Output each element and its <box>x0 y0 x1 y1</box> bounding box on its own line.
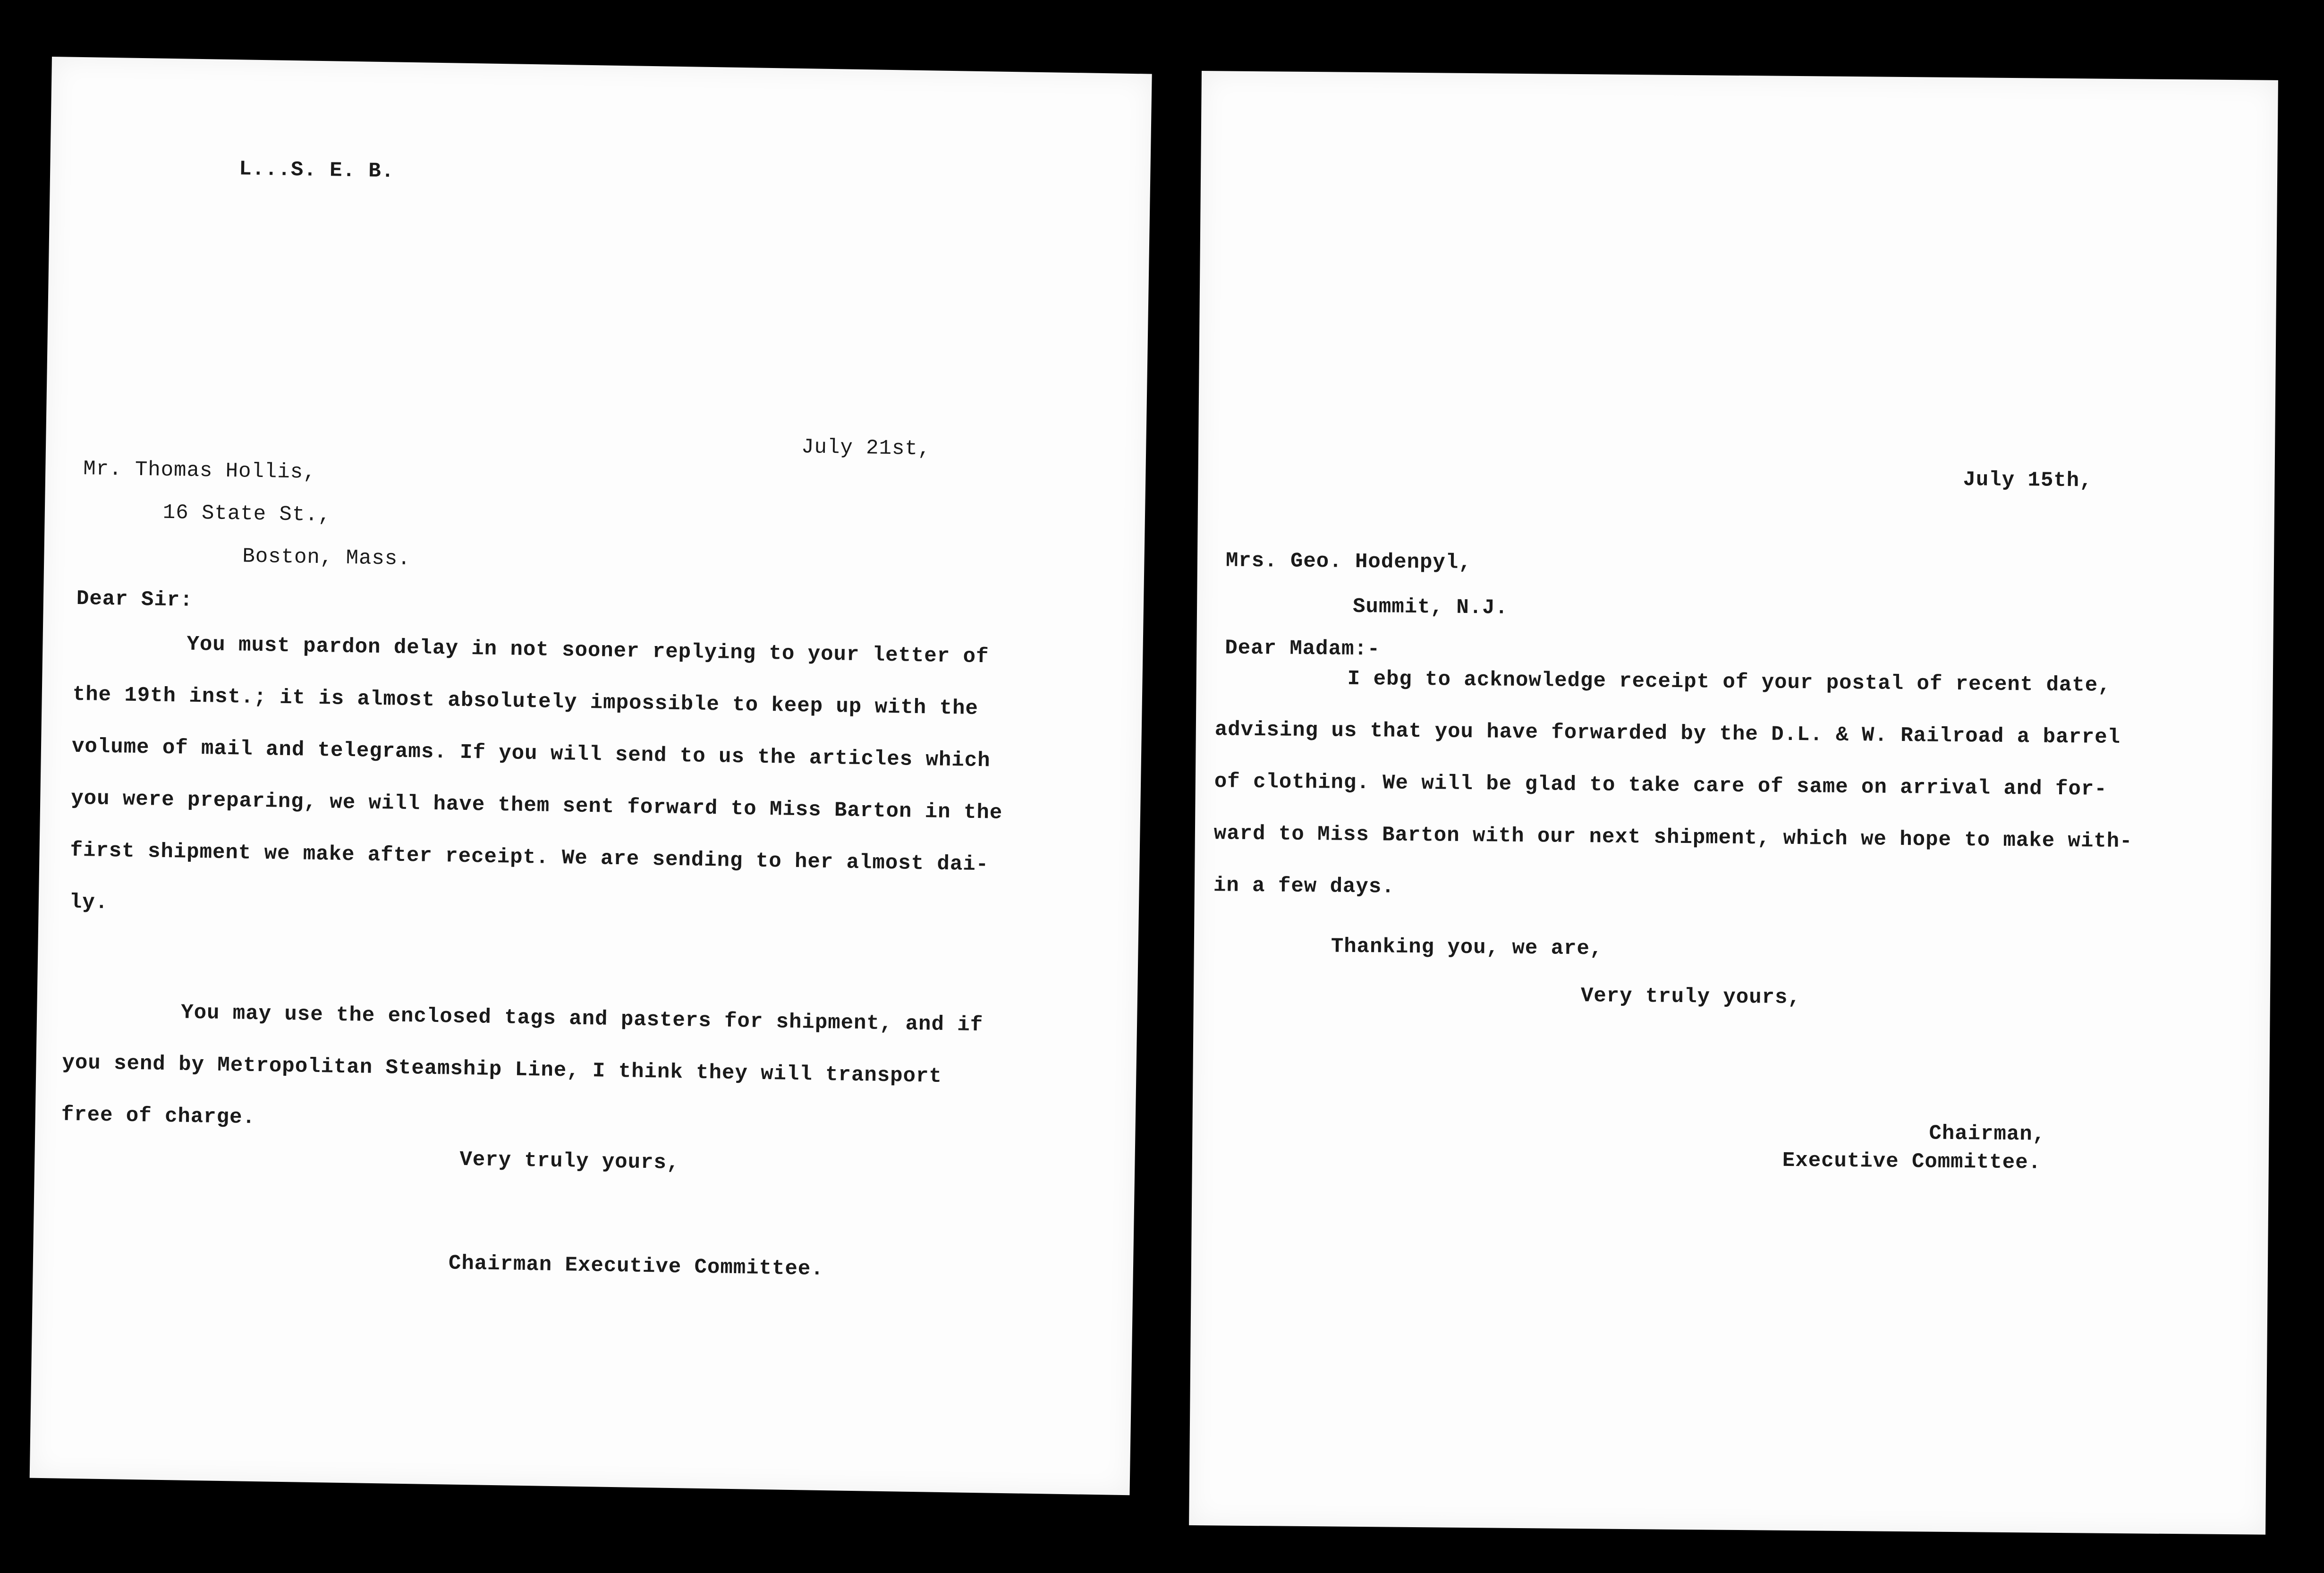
body-line: you send by Metropolitan Steamship Line, I think they will transport <box>62 1051 942 1088</box>
thanks-line: Thanking you, we are, <box>1331 935 1603 961</box>
closing: Very truly yours, <box>459 1148 680 1175</box>
body-line: of clothing. We will be glad to take care of same on arrival and for- <box>1214 770 2107 801</box>
body-line: the 19th inst.; it is almost absolutely impossible to keep up with the <box>72 682 979 721</box>
signature-title-line1: Chairman, <box>1929 1122 2046 1147</box>
body-line: free of charge. <box>61 1103 256 1130</box>
body-line: advising us that you have forwarded by the D.L. & W. Railroad a barrel <box>1214 718 2121 750</box>
letter-body-paragraph-1 <box>1213 652 2134 919</box>
body-line: You must pardon delay in not sooner replying to your letter of <box>187 632 989 669</box>
body-line: ly. <box>69 890 109 915</box>
closing: Very truly yours, <box>1580 984 1801 1010</box>
recipient-name: Mrs. Geo. Hodenpyl, <box>1225 549 1472 575</box>
body-line: in a few days. <box>1213 874 1395 899</box>
signature-title: Chairman Executive Committee. <box>448 1251 824 1281</box>
reference-initials: L...S. E. B. <box>238 157 395 184</box>
recipient-city: Summit, N.J. <box>1352 595 1509 620</box>
recipient-city: Boston, Mass. <box>242 544 411 571</box>
body-line: ward to Miss Barton with our next shipment, which we hope to make with- <box>1213 822 2133 854</box>
letter-body-paragraph-1 <box>69 617 1005 943</box>
signature-title-line2: Executive Committee. <box>1782 1148 2042 1175</box>
body-line: You may use the enclosed tags and pasters for shipment, and if <box>180 1001 984 1037</box>
salutation: Dear Madam:- <box>1225 636 1381 662</box>
letter-date: July 15th, <box>1963 468 2093 493</box>
salutation: Dear Sir: <box>76 587 193 612</box>
body-line: you were preparing, we will have them sent forward to Miss Barton in the <box>70 786 1003 825</box>
recipient-street: 16 State St., <box>162 501 331 527</box>
letter-body-paragraph-2 <box>61 985 984 1156</box>
letter-date: July 21st, <box>801 435 931 461</box>
body-line: volume of mail and telegrams. If you will send to us the articles which <box>71 734 991 773</box>
recipient-name: Mr. Thomas Hollis, <box>83 457 316 485</box>
letter-page-left <box>30 57 1152 1495</box>
body-line: first shipment we make after receipt. We are sending to her almost dai- <box>70 838 989 877</box>
body-line: I ebg to acknowledge receipt of your postal of recent date, <box>1347 667 2111 697</box>
letter-page-right <box>1189 71 2278 1535</box>
